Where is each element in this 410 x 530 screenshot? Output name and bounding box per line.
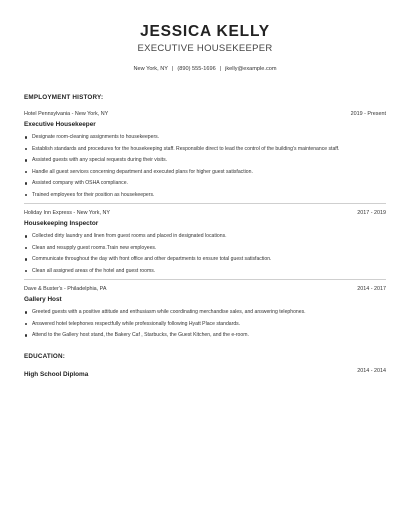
employment-heading: EMPLOYMENT HISTORY: xyxy=(24,94,104,101)
bullet-item: Assisted company with OSHA compliance. xyxy=(24,180,386,187)
education-heading: EDUCATION: xyxy=(24,353,66,361)
job-dates: 2014 - 2017 xyxy=(357,286,386,292)
job-entry xyxy=(24,210,386,275)
bullet-item: Assisted guests with any special requests during their visits. xyxy=(24,157,386,164)
education-dates: 2014 - 2014 xyxy=(357,368,386,375)
candidate-title: EXECUTIVE HOUSEKEEPER xyxy=(137,43,273,54)
bullet-item: Trained employees for their position as housekeepers. xyxy=(24,192,386,199)
job-dates: 2019 - Present xyxy=(350,111,386,117)
degree-name: High School Diploma xyxy=(24,371,89,379)
bullet-item: Designate room-cleaning assignments to housekeepers. xyxy=(24,134,386,141)
section-divider xyxy=(24,279,386,280)
bullet-item: Handle all guest services concerning department and executed plans for higher guest satisfaction. xyxy=(24,169,386,176)
section-divider xyxy=(24,203,386,204)
job-employer: Dave & Buster's - Philadelphia, PA xyxy=(24,286,107,292)
contact-separator: | xyxy=(171,66,174,72)
bullet-item: Clean all assigned areas of the hotel and guest rooms. xyxy=(24,268,386,275)
contact-location: New York, NY xyxy=(133,66,168,72)
job-employer: Hotel Pennsylvania - New York, NY xyxy=(24,111,109,117)
education-entry xyxy=(24,368,386,379)
bullet-item: Collected dirty laundry and linen from guest rooms and placed in designated locations. xyxy=(24,233,386,240)
contact-separator: | xyxy=(219,66,222,72)
job-title: Gallery Host xyxy=(24,296,62,303)
bullet-item: Communicate throughout the day with front office and other departments to ensure total guest satisfaction. xyxy=(24,256,386,263)
contact-phone: (890) 555-1696 xyxy=(177,66,216,72)
job-title: Housekeeping Inspector xyxy=(24,220,99,227)
bullet-item: Answered hotel telephones respectfully while professionally following Hyatt Place standards. xyxy=(24,321,386,328)
job-bullets xyxy=(24,309,386,339)
job-employer: Holiday Inn Express - New York, NY xyxy=(24,210,110,216)
job-header xyxy=(24,286,386,293)
job-header xyxy=(24,111,386,118)
bullet-item: Clean and resupply guest rooms.Train new employees. xyxy=(24,245,386,252)
candidate-name: JESSICA KELLY xyxy=(140,23,270,40)
job-header xyxy=(24,210,386,217)
job-dates: 2017 - 2019 xyxy=(357,210,386,216)
job-bullets xyxy=(24,134,386,199)
bullet-item: Establish standards and procedures for the housekeeping staff. Responsible direct to lead the control of the building's maintenance staff. xyxy=(24,146,386,153)
job-bullets xyxy=(24,233,386,275)
job-title: Executive Housekeeper xyxy=(24,121,96,128)
contact-line xyxy=(24,65,386,73)
job-entry xyxy=(24,111,386,199)
bullet-item: Greeted guests with a positive attitude and enthusiasm while coordinating merchandise sales, and answering telephones. xyxy=(24,309,386,316)
bullet-item: Attend to the Gallery host stand, the Bakery Caf , Starbucks, the Guest Kitchen, and the e-room. xyxy=(24,332,386,339)
job-entry xyxy=(24,286,386,339)
contact-email[interactable]: jkelly@example.com xyxy=(225,66,277,72)
